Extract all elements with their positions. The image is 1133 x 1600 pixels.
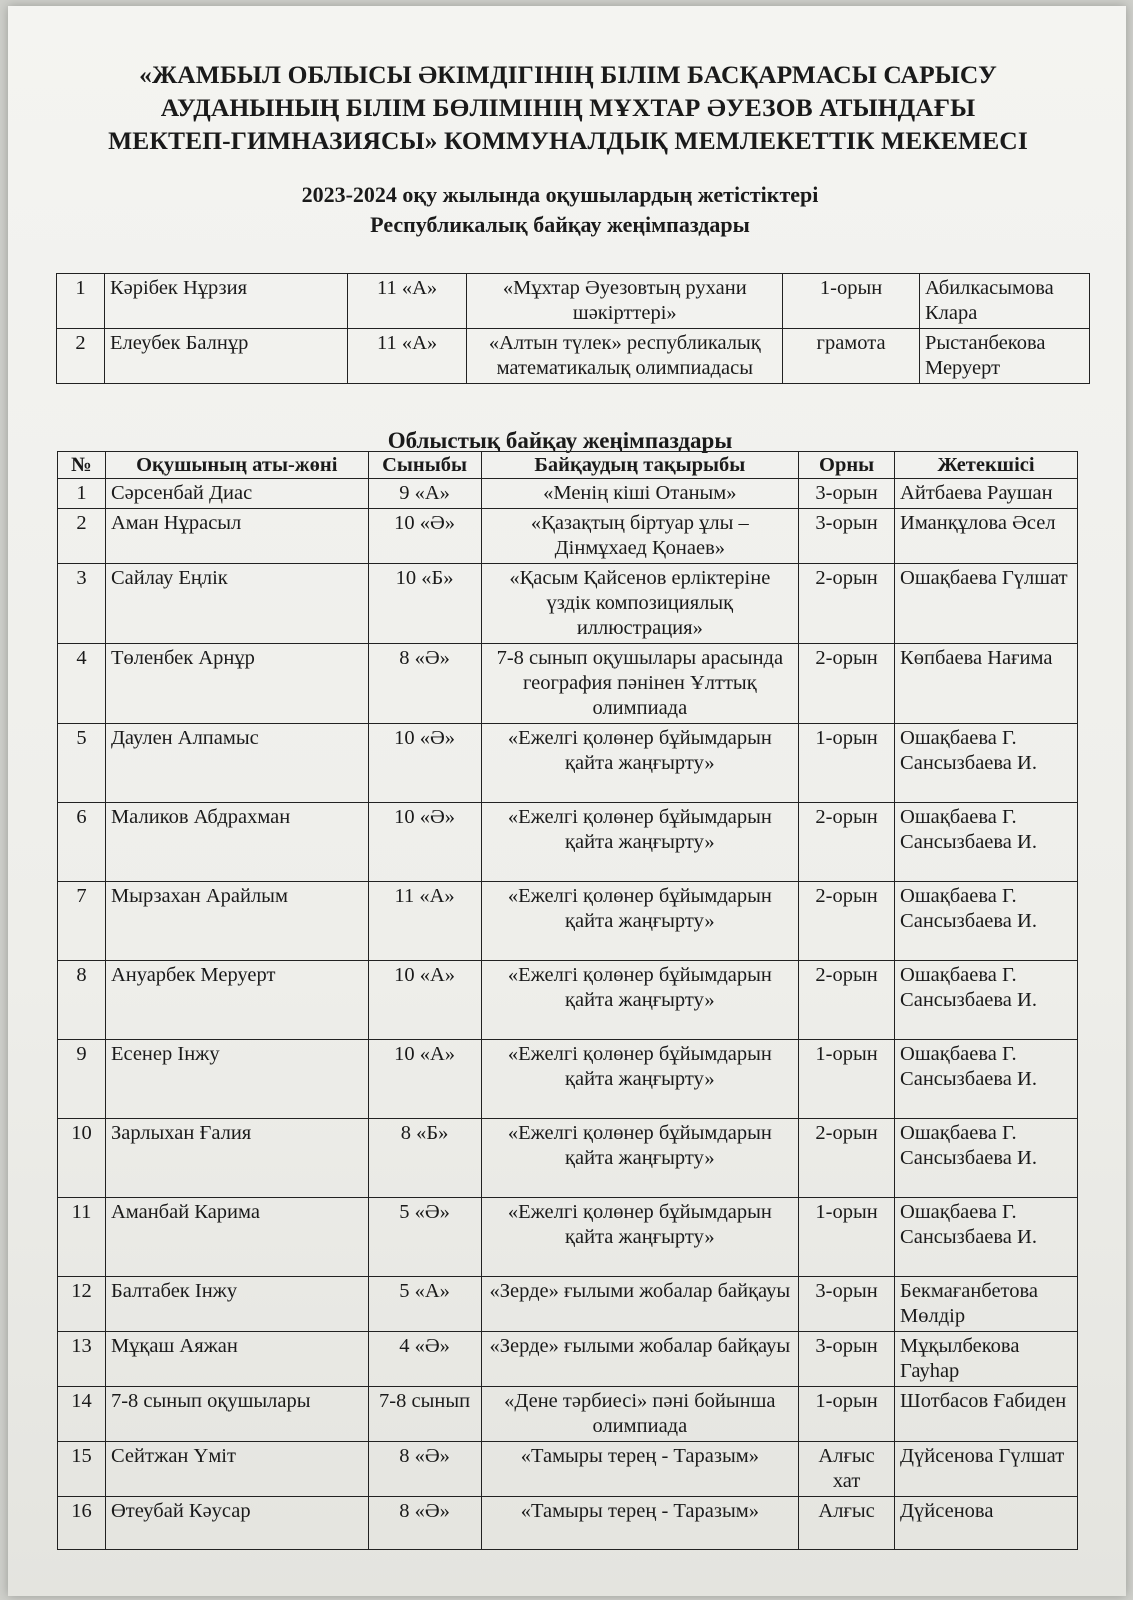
row-number: 12 bbox=[58, 1277, 106, 1332]
table-row bbox=[58, 1442, 1078, 1497]
row-number: 6 bbox=[58, 803, 106, 882]
table-header-row bbox=[58, 452, 1078, 479]
row-number: 5 bbox=[58, 724, 106, 803]
row-number: 16 bbox=[58, 1497, 106, 1550]
teacher-name: Дүйсенова bbox=[895, 1497, 1078, 1550]
student-name: Сәрсенбай Диас bbox=[105, 479, 368, 509]
header-name: Оқушының аты-жөні bbox=[105, 452, 368, 479]
award-place: 3-орын bbox=[799, 509, 895, 564]
table-row bbox=[58, 1119, 1078, 1198]
contest-topic: «Тамыры терең - Таразым» bbox=[481, 1442, 799, 1497]
award-place: 1-орын bbox=[799, 724, 895, 803]
student-class: 7-8 сынып bbox=[368, 1387, 481, 1442]
award-place: 2-орын bbox=[799, 1119, 895, 1198]
row-number: 2 bbox=[58, 509, 106, 564]
header-teacher: Жетекшісі bbox=[895, 452, 1078, 479]
table-row bbox=[58, 1387, 1078, 1442]
row-number: 1 bbox=[58, 479, 106, 509]
contest-topic: 7-8 сынып оқушылары арасында география пәнінен Ұлттық олимпиада bbox=[481, 644, 799, 724]
student-name: Мырзахан Арайлым bbox=[105, 882, 368, 961]
teacher-name: Ошақбаева Г. Сансызбаева И. bbox=[895, 1198, 1078, 1277]
student-class: 9 «А» bbox=[368, 479, 481, 509]
row-number: 9 bbox=[58, 1040, 106, 1119]
teacher-name: Айтбаева Раушан bbox=[895, 479, 1078, 509]
teacher-name: Ошақбаева Г. Сансызбаева И. bbox=[895, 1119, 1078, 1198]
contest-topic: «Дене тәрбиесі» пәні бойынша олимпиада bbox=[481, 1387, 799, 1442]
table-row bbox=[58, 509, 1078, 564]
row-number: 8 bbox=[58, 961, 106, 1040]
row-number: 2 bbox=[57, 329, 105, 384]
teacher-name: Ошақбаева Г. Сансызбаева И. bbox=[895, 724, 1078, 803]
student-name: Аман Нұрасыл bbox=[105, 509, 368, 564]
contest-topic: «Мұхтар Әуезовтың рухани шәкірттері» bbox=[467, 274, 783, 329]
row-number: 14 bbox=[58, 1387, 106, 1442]
award-place: 2-орын bbox=[799, 644, 895, 724]
award-place: Алғыс bbox=[799, 1497, 895, 1550]
row-number: 7 bbox=[58, 882, 106, 961]
teacher-name: Ошақбаева Г. Сансызбаева И. bbox=[895, 1040, 1078, 1119]
student-name: Зарлыхан Ғалия bbox=[105, 1119, 368, 1198]
student-class: 5 «Ә» bbox=[368, 1198, 481, 1277]
row-number: 1 bbox=[57, 274, 105, 329]
row-number: 15 bbox=[58, 1442, 106, 1497]
student-class: 4 «Ә» bbox=[368, 1332, 481, 1387]
student-class: 10 «Б» bbox=[368, 564, 481, 644]
student-class: 8 «Б» bbox=[368, 1119, 481, 1198]
student-class: 8 «Ә» bbox=[368, 644, 481, 724]
table-row bbox=[58, 724, 1078, 803]
republic-winners-table bbox=[56, 273, 1090, 384]
award-place: Алғыс хат bbox=[799, 1442, 895, 1497]
student-name: Елеубек Балнұр bbox=[104, 329, 347, 384]
student-name: 7-8 сынып оқушылары bbox=[105, 1387, 368, 1442]
student-name: Өтеубай Кәусар bbox=[105, 1497, 368, 1550]
teacher-name: Иманқұлова Әсел bbox=[895, 509, 1078, 564]
student-name: Кәрібек Нұрзия bbox=[104, 274, 347, 329]
student-name: Есенер Інжу bbox=[105, 1040, 368, 1119]
student-name: Сайлау Еңлік bbox=[105, 564, 368, 644]
student-class: 10 «Ә» bbox=[368, 724, 481, 803]
award-place: 3-орын bbox=[799, 1332, 895, 1387]
table-row bbox=[58, 961, 1078, 1040]
award-place: 1-орын bbox=[799, 1387, 895, 1442]
teacher-name: Мұқылбекова Гауһар bbox=[895, 1332, 1078, 1387]
student-class: 11 «А» bbox=[347, 274, 467, 329]
award-place: 1-орын bbox=[799, 1198, 895, 1277]
award-place: 2-орын bbox=[799, 882, 895, 961]
contest-topic: «Ежелгі қолөнер бұйымдарын қайта жаңғырту» bbox=[481, 1119, 799, 1198]
contest-topic: «Қасым Қайсенов ерліктеріне үздік композициялық иллюстрация» bbox=[481, 564, 799, 644]
student-class: 10 «А» bbox=[368, 961, 481, 1040]
table-row bbox=[58, 882, 1078, 961]
contest-topic: «Ежелгі қолөнер бұйымдарын қайта жаңғырту» bbox=[481, 961, 799, 1040]
header-topic: Байқаудың тақырыбы bbox=[481, 452, 799, 479]
contest-topic: «Қазақтың біртуар ұлы – Дінмұхаед Қонаев» bbox=[481, 509, 799, 564]
contest-topic: «Ежелгі қолөнер бұйымдарын қайта жаңғырту» bbox=[481, 882, 799, 961]
contest-topic: «Зерде» ғылыми жобалар байқауы bbox=[481, 1332, 799, 1387]
table-row bbox=[57, 274, 1090, 329]
document-subtitle bbox=[160, 180, 960, 240]
document-header bbox=[68, 58, 1068, 157]
header-place: Орны bbox=[799, 452, 895, 479]
teacher-name: Ошақбаева Г. Сансызбаева И. bbox=[895, 803, 1078, 882]
student-class: 11 «А» bbox=[368, 882, 481, 961]
teacher-name: Бекмағанбетова Мөлдір bbox=[895, 1277, 1078, 1332]
award-place: 2-орын bbox=[799, 564, 895, 644]
student-name: Даулен Алпамыс bbox=[105, 724, 368, 803]
award-place: 1-орын bbox=[783, 274, 920, 329]
award-place: 1-орын bbox=[799, 1040, 895, 1119]
student-name: Аманбай Карима bbox=[105, 1198, 368, 1277]
student-class: 5 «А» bbox=[368, 1277, 481, 1332]
header-num: № bbox=[58, 452, 106, 479]
row-number: 4 bbox=[58, 644, 106, 724]
award-place: 2-орын bbox=[799, 803, 895, 882]
student-name: Сейтжан Үміт bbox=[105, 1442, 368, 1497]
contest-topic: «Тамыры терең - Таразым» bbox=[481, 1497, 799, 1550]
teacher-name: Дүйсенова Гүлшат bbox=[895, 1442, 1078, 1497]
subtitle-republic-section: Республикалық байқау жеңімпаздары bbox=[370, 212, 750, 237]
teacher-name: Көпбаева Нағима bbox=[895, 644, 1078, 724]
student-class: 10 «А» bbox=[368, 1040, 481, 1119]
teacher-name: Ошақбаева Гүлшат bbox=[895, 564, 1078, 644]
table-row bbox=[58, 644, 1078, 724]
row-number: 11 bbox=[58, 1198, 106, 1277]
student-class: 8 «Ә» bbox=[368, 1442, 481, 1497]
header-line-3: МЕКТЕП-ГИМНАЗИЯСЫ» КОММУНАЛДЫҚ МЕМЛЕКЕТТІК МЕКЕМЕСІ bbox=[108, 126, 1028, 155]
regional-winners-table bbox=[57, 451, 1078, 1550]
contest-topic: «Ежелгі қолөнер бұйымдарын қайта жаңғырту» bbox=[481, 1198, 799, 1277]
header-line-1: «ЖАМБЫЛ ОБЛЫСЫ ӘКІМДІГІНІҢ БІЛІМ БАСҚАРМАСЫ САРЫСУ bbox=[139, 60, 997, 89]
contest-topic: «Зерде» ғылыми жобалар байқауы bbox=[481, 1277, 799, 1332]
table-row bbox=[58, 1277, 1078, 1332]
student-class: 11 «А» bbox=[347, 329, 467, 384]
student-class: 10 «Ә» bbox=[368, 509, 481, 564]
row-number: 10 bbox=[58, 1119, 106, 1198]
table-row bbox=[58, 1198, 1078, 1277]
award-place: 3-орын bbox=[799, 479, 895, 509]
regional-section-title: Облыстық байқау жеңімпаздары bbox=[387, 428, 733, 453]
table-row bbox=[57, 329, 1090, 384]
student-class: 8 «Ә» bbox=[368, 1497, 481, 1550]
subtitle-year: 2023-2024 оқу жылында оқушылардың жетістіктері bbox=[301, 182, 819, 207]
header-line-2: АУДАНЫНЫҢ БІЛІМ БӨЛІМІНІҢ МҰХТАР ӘУЕЗОВ АТЫНДАҒЫ bbox=[160, 93, 976, 122]
contest-topic: «Менің кіші Отаным» bbox=[481, 479, 799, 509]
header-class: Сыныбы bbox=[368, 452, 481, 479]
table-row bbox=[58, 1332, 1078, 1387]
teacher-name: Ошақбаева Г. Сансызбаева И. bbox=[895, 961, 1078, 1040]
teacher-name: Абилкасымова Клара bbox=[920, 274, 1090, 329]
teacher-name: Рыстанбекова Меруерт bbox=[920, 329, 1090, 384]
student-name: Төленбек Арнұр bbox=[105, 644, 368, 724]
student-name: Маликов Абдрахман bbox=[105, 803, 368, 882]
student-name: Ануарбек Меруерт bbox=[105, 961, 368, 1040]
table-row bbox=[58, 803, 1078, 882]
table-row bbox=[58, 1497, 1078, 1550]
award-place: грамота bbox=[783, 329, 920, 384]
row-number: 13 bbox=[58, 1332, 106, 1387]
row-number: 3 bbox=[58, 564, 106, 644]
teacher-name: Ошақбаева Г. Сансызбаева И. bbox=[895, 882, 1078, 961]
teacher-name: Шотбасов Ғабиден bbox=[895, 1387, 1078, 1442]
contest-topic: «Ежелгі қолөнер бұйымдарын қайта жаңғырту» bbox=[481, 1040, 799, 1119]
student-name: Мұқаш Аяжан bbox=[105, 1332, 368, 1387]
table-row bbox=[58, 479, 1078, 509]
contest-topic: «Ежелгі қолөнер бұйымдарын қайта жаңғырту» bbox=[481, 803, 799, 882]
table-row bbox=[58, 1040, 1078, 1119]
contest-topic: «Алтын түлек» республикалық математикалық олимпиадасы bbox=[467, 329, 783, 384]
student-class: 10 «Ә» bbox=[368, 803, 481, 882]
contest-topic: «Ежелгі қолөнер бұйымдарын қайта жаңғырту» bbox=[481, 724, 799, 803]
table-row bbox=[58, 564, 1078, 644]
award-place: 3-орын bbox=[799, 1277, 895, 1332]
award-place: 2-орын bbox=[799, 961, 895, 1040]
student-name: Балтабек Інжу bbox=[105, 1277, 368, 1332]
